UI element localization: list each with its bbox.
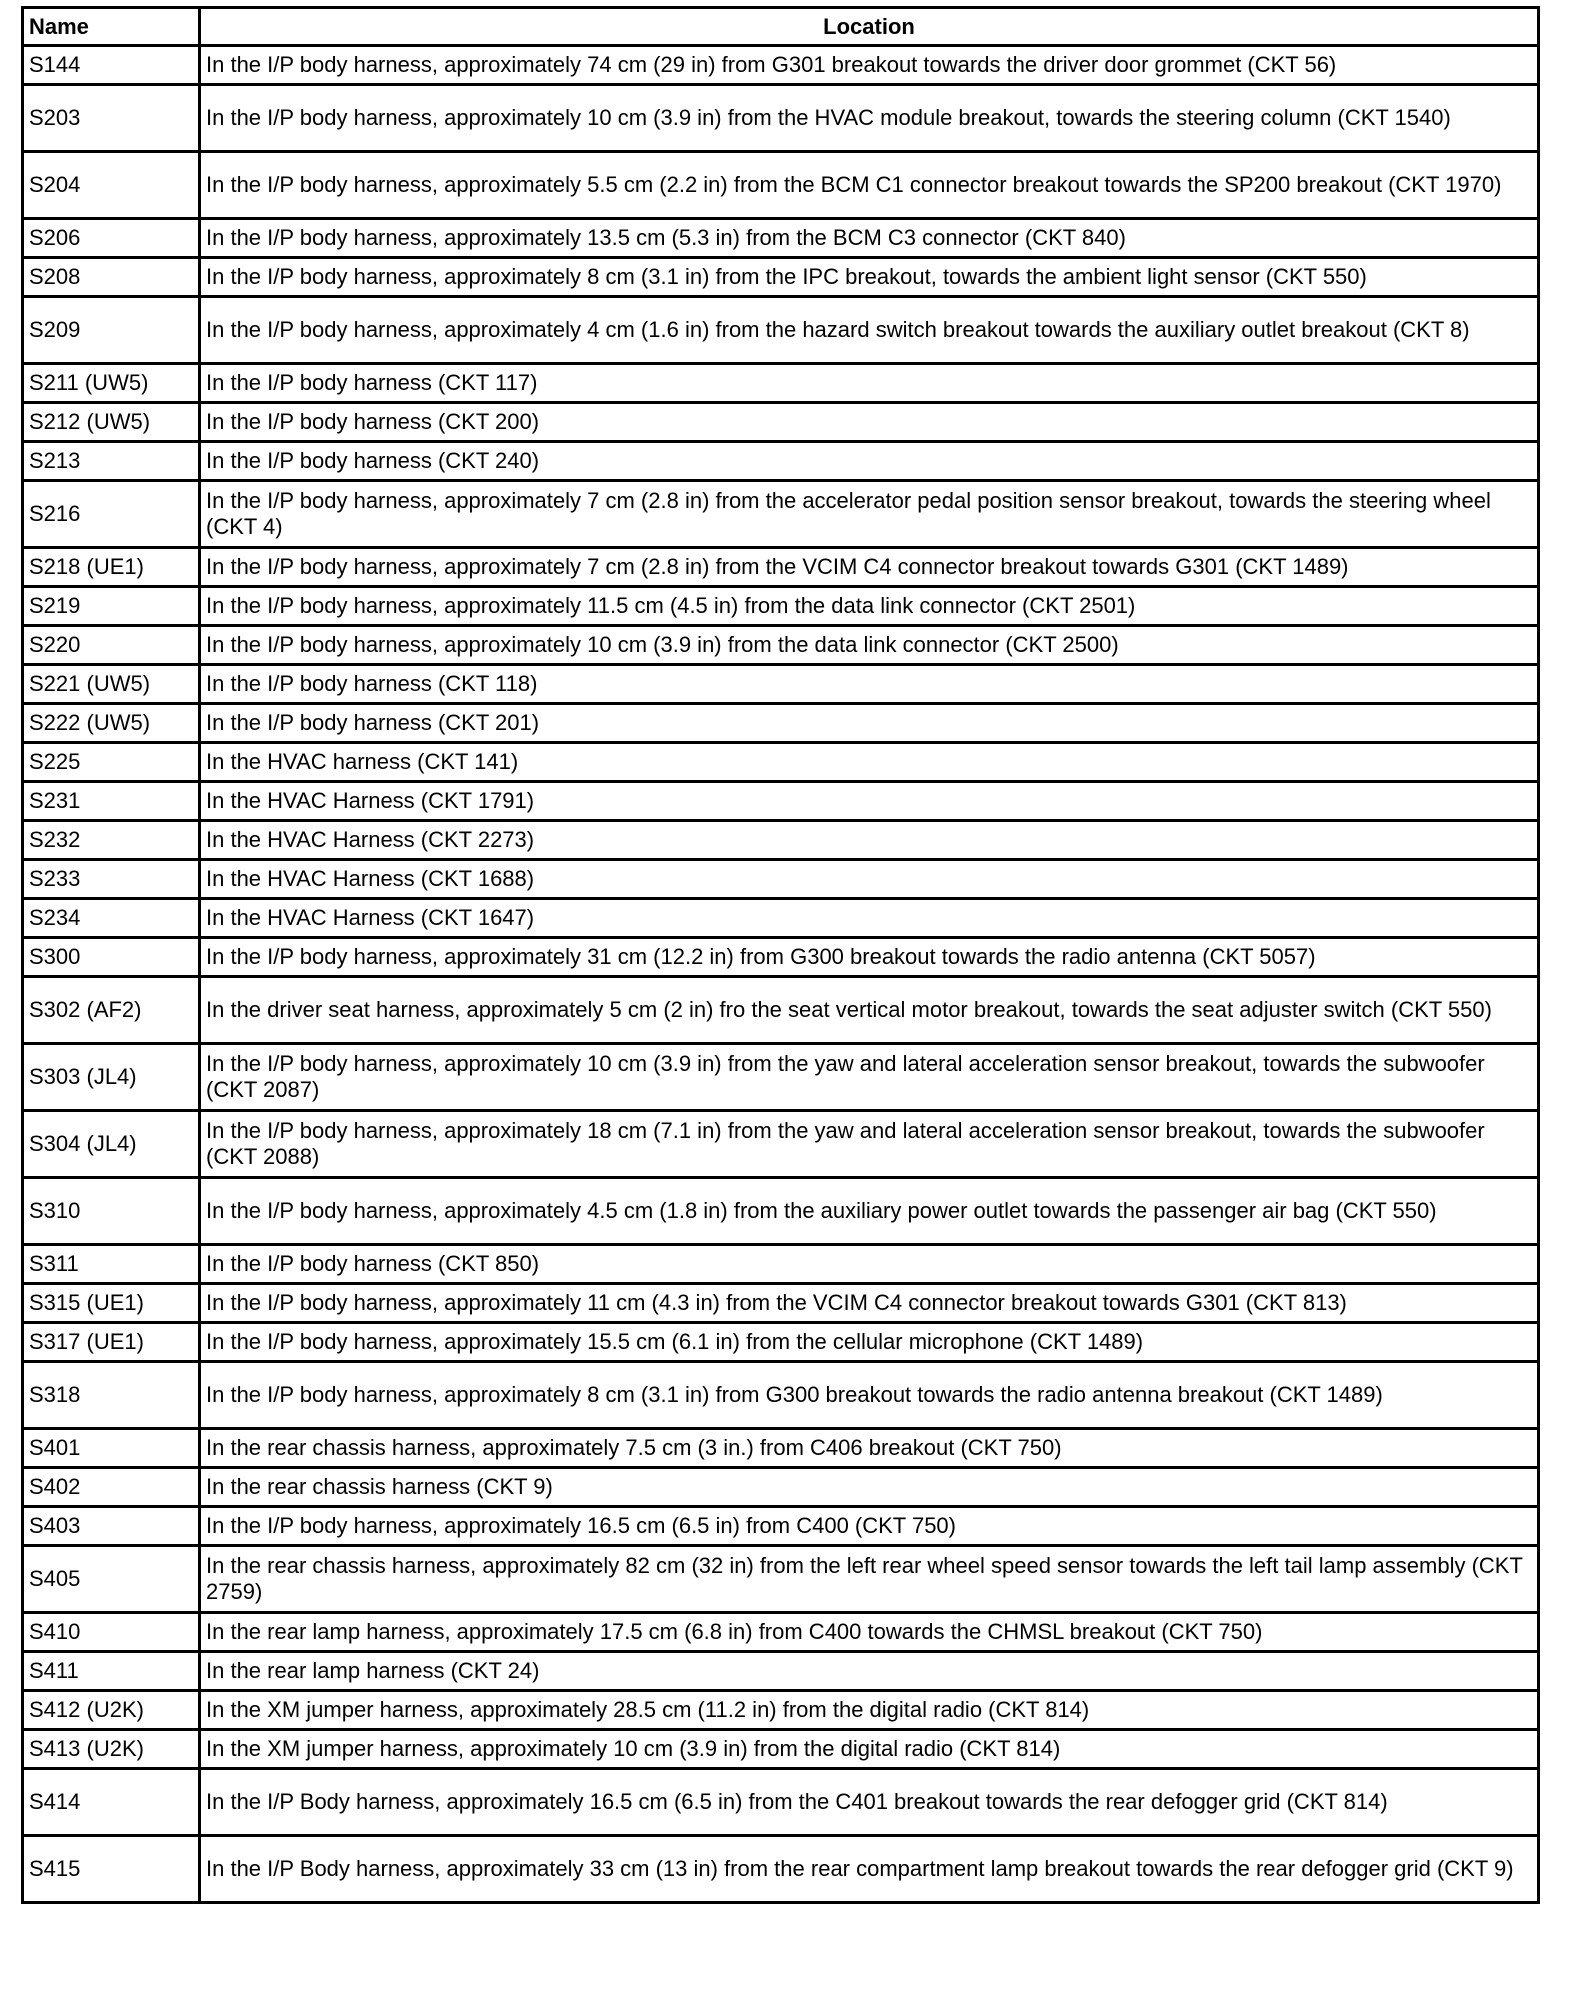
splice-name-cell: S318	[23, 1362, 200, 1429]
splice-name-cell: S317 (UE1)	[23, 1323, 200, 1362]
splice-location-cell: In the I/P body harness, approximately 16.5 cm (6.5 in) from C400 (CKT 750)	[200, 1507, 1539, 1546]
table-row	[23, 364, 1539, 403]
splice-location-cell: In the I/P Body harness, approximately 33 cm (13 in) from the rear compartment lamp breakout towards the rear defogger grid (CKT 9)	[200, 1836, 1539, 1903]
splice-location-cell: In the driver seat harness, approximately 5 cm (2 in) fro the seat vertical motor breakout, towards the seat adjuster switch (CKT 550)	[200, 977, 1539, 1044]
splice-name-cell: S233	[23, 860, 200, 899]
splice-location-cell: In the HVAC Harness (CKT 2273)	[200, 821, 1539, 860]
splice-location-cell: In the rear chassis harness, approximately 7.5 cm (3 in.) from C406 breakout (CKT 750)	[200, 1429, 1539, 1468]
splice-name-cell: S219	[23, 587, 200, 626]
splice-name-cell: S311	[23, 1245, 200, 1284]
table-row	[23, 821, 1539, 860]
table-row	[23, 1507, 1539, 1546]
table-row	[23, 548, 1539, 587]
splice-location-cell: In the HVAC harness (CKT 141)	[200, 743, 1539, 782]
splice-location-cell: In the I/P Body harness, approximately 16.5 cm (6.5 in) from the C401 breakout towards the rear defogger grid (CKT 814)	[200, 1769, 1539, 1836]
splice-location-cell: In the I/P body harness, approximately 13.5 cm (5.3 in) from the BCM C3 connector (CKT 840)	[200, 219, 1539, 258]
splice-name-cell: S216	[23, 481, 200, 548]
splice-name-cell: S410	[23, 1613, 200, 1652]
splice-name-cell: S144	[23, 46, 200, 85]
splice-location-cell: In the I/P body harness, approximately 8 cm (3.1 in) from G300 breakout towards the radio antenna breakout (CKT 1489)	[200, 1362, 1539, 1429]
splice-location-cell: In the I/P body harness, approximately 11 cm (4.3 in) from the VCIM C4 connector breakout towards G301 (CKT 813)	[200, 1284, 1539, 1323]
splice-name-cell: S304 (JL4)	[23, 1111, 200, 1178]
splice-name-cell: S403	[23, 1507, 200, 1546]
table-row	[23, 1769, 1539, 1836]
splice-name-cell: S222 (UW5)	[23, 704, 200, 743]
splice-name-cell: S212 (UW5)	[23, 403, 200, 442]
table-row	[23, 587, 1539, 626]
column-header-location: Location	[200, 8, 1539, 46]
splice-location-cell: In the I/P body harness (CKT 240)	[200, 442, 1539, 481]
table-row	[23, 258, 1539, 297]
table-row	[23, 1362, 1539, 1429]
splice-name-cell: S310	[23, 1178, 200, 1245]
splice-name-cell: S401	[23, 1429, 200, 1468]
table-row	[23, 1323, 1539, 1362]
splice-location-cell: In the I/P body harness, approximately 7 cm (2.8 in) from the accelerator pedal position sensor breakout, towards the steering wheel (CKT 4)	[200, 481, 1539, 548]
splice-name-cell: S302 (AF2)	[23, 977, 200, 1044]
table-row	[23, 1178, 1539, 1245]
splice-location-cell: In the XM jumper harness, approximately 28.5 cm (11.2 in) from the digital radio (CKT 814)	[200, 1691, 1539, 1730]
table-row	[23, 1111, 1539, 1178]
splice-name-cell: S405	[23, 1546, 200, 1613]
table-row	[23, 938, 1539, 977]
table-row	[23, 1836, 1539, 1903]
table-row	[23, 85, 1539, 152]
splice-name-cell: S300	[23, 938, 200, 977]
splice-location-sheet	[21, 6, 1537, 1904]
splice-location-cell: In the HVAC Harness (CKT 1647)	[200, 899, 1539, 938]
splice-location-cell: In the I/P body harness (CKT 850)	[200, 1245, 1539, 1284]
table-body	[23, 46, 1539, 1903]
splice-name-cell: S402	[23, 1468, 200, 1507]
splice-location-cell: In the I/P body harness, approximately 10 cm (3.9 in) from the data link connector (CKT 2500)	[200, 626, 1539, 665]
table-row	[23, 481, 1539, 548]
splice-location-cell: In the I/P body harness (CKT 118)	[200, 665, 1539, 704]
table-row	[23, 442, 1539, 481]
splice-location-cell: In the I/P body harness, approximately 4 cm (1.6 in) from the hazard switch breakout towards the auxiliary outlet breakout (CKT 8)	[200, 297, 1539, 364]
table-row	[23, 1652, 1539, 1691]
splice-location-cell: In the I/P body harness, approximately 8 cm (3.1 in) from the IPC breakout, towards the ambient light sensor (CKT 550)	[200, 258, 1539, 297]
splice-name-cell: S225	[23, 743, 200, 782]
splice-location-cell: In the I/P body harness, approximately 4.5 cm (1.8 in) from the auxiliary power outlet towards the passenger air bag (CKT 550)	[200, 1178, 1539, 1245]
splice-location-cell: In the I/P body harness, approximately 7 cm (2.8 in) from the VCIM C4 connector breakout towards G301 (CKT 1489)	[200, 548, 1539, 587]
splice-location-cell: In the I/P body harness (CKT 117)	[200, 364, 1539, 403]
splice-location-cell: In the I/P body harness, approximately 15.5 cm (6.1 in) from the cellular microphone (CKT 1489)	[200, 1323, 1539, 1362]
table-row	[23, 626, 1539, 665]
splice-location-cell: In the I/P body harness, approximately 5.5 cm (2.2 in) from the BCM C1 connector breakout towards the SP200 breakout (CKT 1970)	[200, 152, 1539, 219]
splice-location-cell: In the I/P body harness, approximately 18 cm (7.1 in) from the yaw and lateral acceleration sensor breakout, towards the subwoofer (CKT 2088)	[200, 1111, 1539, 1178]
splice-name-cell: S218 (UE1)	[23, 548, 200, 587]
splice-name-cell: S231	[23, 782, 200, 821]
splice-name-cell: S315 (UE1)	[23, 1284, 200, 1323]
splice-name-cell: S232	[23, 821, 200, 860]
splice-name-cell: S413 (U2K)	[23, 1730, 200, 1769]
splice-location-cell: In the rear lamp harness (CKT 24)	[200, 1652, 1539, 1691]
splice-location-cell: In the I/P body harness, approximately 74 cm (29 in) from G301 breakout towards the driver door grommet (CKT 56)	[200, 46, 1539, 85]
splice-name-cell: S208	[23, 258, 200, 297]
splice-location-cell: In the rear chassis harness (CKT 9)	[200, 1468, 1539, 1507]
table-row	[23, 782, 1539, 821]
table-row	[23, 46, 1539, 85]
splice-name-cell: S209	[23, 297, 200, 364]
splice-location-cell: In the XM jumper harness, approximately 10 cm (3.9 in) from the digital radio (CKT 814)	[200, 1730, 1539, 1769]
table-row	[23, 977, 1539, 1044]
splice-name-cell: S213	[23, 442, 200, 481]
splice-location-cell: In the HVAC Harness (CKT 1688)	[200, 860, 1539, 899]
splice-location-cell: In the I/P body harness, approximately 10 cm (3.9 in) from the HVAC module breakout, towards the steering column (CKT 1540)	[200, 85, 1539, 152]
column-header-name: Name	[23, 8, 200, 46]
table-row	[23, 297, 1539, 364]
splice-name-cell: S211 (UW5)	[23, 364, 200, 403]
table-row	[23, 899, 1539, 938]
splice-name-cell: S415	[23, 1836, 200, 1903]
splice-name-cell: S303 (JL4)	[23, 1044, 200, 1111]
table-row	[23, 665, 1539, 704]
table-row	[23, 1429, 1539, 1468]
table-row	[23, 1546, 1539, 1613]
table-row	[23, 1468, 1539, 1507]
splice-name-cell: S220	[23, 626, 200, 665]
table-row	[23, 860, 1539, 899]
splice-location-cell: In the I/P body harness, approximately 11.5 cm (4.5 in) from the data link connector (CKT 2501)	[200, 587, 1539, 626]
splice-name-cell: S411	[23, 1652, 200, 1691]
splice-name-cell: S414	[23, 1769, 200, 1836]
splice-location-cell: In the I/P body harness, approximately 10 cm (3.9 in) from the yaw and lateral acceleration sensor breakout, towards the subwoofer (CKT 2087)	[200, 1044, 1539, 1111]
splice-name-cell: S221 (UW5)	[23, 665, 200, 704]
splice-name-cell: S203	[23, 85, 200, 152]
splice-location-cell: In the rear chassis harness, approximately 82 cm (32 in) from the left rear wheel speed sensor towards the left tail lamp assembly (CKT 2759)	[200, 1546, 1539, 1613]
splice-name-cell: S412 (U2K)	[23, 1691, 200, 1730]
table-row	[23, 1613, 1539, 1652]
splice-location-cell: In the I/P body harness, approximately 31 cm (12.2 in) from G300 breakout towards the radio antenna (CKT 5057)	[200, 938, 1539, 977]
table-header-row	[23, 8, 1539, 46]
splice-location-cell: In the I/P body harness (CKT 201)	[200, 704, 1539, 743]
splice-location-cell: In the rear lamp harness, approximately 17.5 cm (6.8 in) from C400 towards the CHMSL breakout (CKT 750)	[200, 1613, 1539, 1652]
table-row	[23, 1730, 1539, 1769]
table-row	[23, 1044, 1539, 1111]
splice-location-table	[21, 6, 1540, 1904]
table-row	[23, 1691, 1539, 1730]
table-row	[23, 704, 1539, 743]
splice-location-cell: In the HVAC Harness (CKT 1791)	[200, 782, 1539, 821]
splice-name-cell: S204	[23, 152, 200, 219]
splice-name-cell: S234	[23, 899, 200, 938]
splice-location-cell: In the I/P body harness (CKT 200)	[200, 403, 1539, 442]
table-row	[23, 1245, 1539, 1284]
table-row	[23, 152, 1539, 219]
table-row	[23, 403, 1539, 442]
table-row	[23, 1284, 1539, 1323]
table-row	[23, 219, 1539, 258]
splice-name-cell: S206	[23, 219, 200, 258]
table-row	[23, 743, 1539, 782]
